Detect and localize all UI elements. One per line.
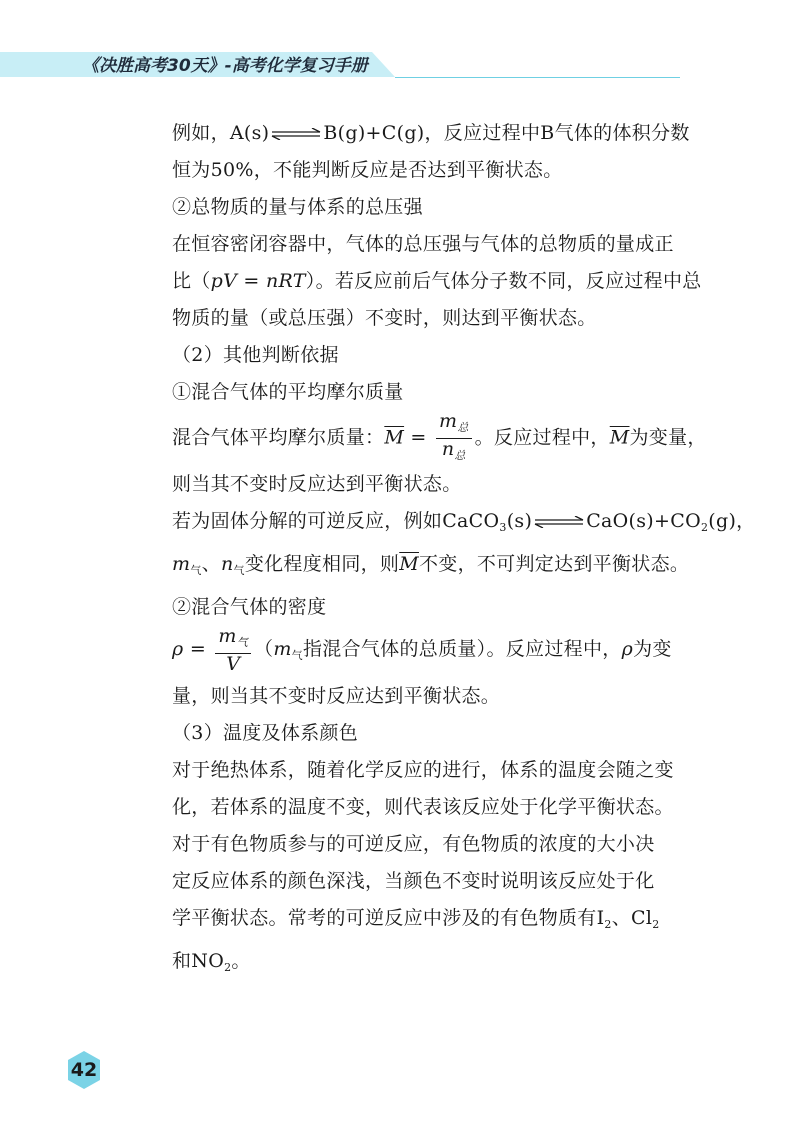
color-line-1: 对于有色物质参与的可逆反应，有色物质的浓度的大小决 [172, 833, 655, 855]
subscript: 3 [499, 521, 507, 534]
text-segment: 学平衡状态。常考的可逆反应中涉及的有色物质有I [172, 907, 605, 929]
ideal-gas-formula: pV = nRT [210, 270, 306, 292]
text-segment: 例如，A(s) [172, 122, 270, 144]
text-segment: 和NO [172, 950, 225, 972]
heading-density: ②混合气体的密度 [172, 596, 327, 618]
heading-other-criteria: （2）其他判断依据 [172, 344, 339, 366]
text-segment: 为变 [633, 638, 672, 660]
header-rule [395, 77, 680, 78]
density-line-2: 量，则当其不变时反应达到平衡状态。 [172, 685, 501, 707]
mole-symbol: n [220, 553, 234, 575]
equilibrium-arrow-icon [270, 128, 322, 140]
text-segment: 混合气体平均摩尔质量： [172, 426, 385, 449]
solid-decomposition-line-2 [172, 546, 692, 589]
density-symbol: ρ [172, 638, 184, 660]
text-segment: CaO(s)+CO [586, 510, 701, 532]
header-title: 《决胜高考30天》-高考化学复习手册 [82, 56, 368, 76]
molar-mass-line-1 [172, 410, 707, 466]
mass-symbol: m [273, 638, 292, 660]
subscript: 气 [233, 564, 245, 577]
density-fraction [215, 626, 251, 674]
density-line-1 [172, 626, 692, 678]
text-segment: 若为固体分解的可逆反应，例如CaCO [172, 510, 500, 532]
subscript: 总 [457, 421, 469, 434]
pressure-line-1: 在恒容密闭容器中，气体的总压强与气体的总物质的量成正 [172, 233, 674, 255]
equals-sign: = [183, 638, 213, 660]
solid-decomposition-line-1 [172, 503, 756, 546]
mass-symbol: m [172, 553, 191, 575]
mean-molar-mass-symbol: M [399, 553, 419, 575]
page-body [172, 115, 756, 986]
adiabatic-line-1: 对于绝热体系，随着化学反应的进行，体系的温度会随之变 [172, 759, 674, 781]
molar-mass-fraction [436, 411, 472, 466]
mean-molar-mass-symbol: M [384, 426, 405, 449]
text-segment: 比（ [172, 270, 211, 292]
fraction-denominator: n [441, 438, 455, 460]
equals-sign: = [404, 426, 433, 449]
subscript: 2 [224, 961, 232, 974]
separator: 、 [201, 553, 221, 575]
text-segment: B(g)+C(g)，反应过程中B气体的体积分数 [323, 122, 690, 144]
adiabatic-line-2: 化，若体系的温度不变，则代表该反应处于化学平衡状态。 [172, 796, 674, 818]
fraction-numerator: m [438, 410, 458, 432]
subscript: 2 [652, 918, 660, 931]
subscript: 2 [700, 521, 709, 534]
heading-molar-mass: ①混合气体的平均摩尔质量 [172, 381, 404, 403]
fraction-denominator: V [226, 653, 241, 675]
molar-mass-line-2: 则当其不变时反应达到平衡状态。 [172, 473, 462, 495]
page-number: 42 [70, 1059, 98, 1081]
subscript: 气 [291, 649, 303, 662]
pressure-line-3: 物质的量（或总压强）不变时，则达到平衡状态。 [172, 307, 597, 329]
equilibrium-arrow-icon [533, 516, 585, 528]
subscript: 气 [236, 636, 249, 649]
text-segment: （ [254, 638, 274, 660]
example-line-1 [172, 115, 692, 152]
density-symbol: ρ [621, 638, 634, 660]
heading-temperature-color: （3）温度及体系颜色 [172, 722, 359, 744]
fraction-numerator: m [218, 625, 237, 647]
subscript: 2 [604, 918, 612, 931]
text-segment: 变化程度相同，则 [244, 553, 400, 575]
text-segment: 。 [231, 950, 251, 972]
text-segment: (g)， [708, 510, 756, 532]
color-line-2: 定反应体系的颜色深浅，当颜色不变时说明该反应处于化 [172, 870, 655, 892]
pressure-line-2 [172, 263, 702, 300]
example-line-2: 恒为50%，不能判断反应是否达到平衡状态。 [172, 159, 563, 181]
text-segment: 为变量， [629, 426, 707, 449]
color-line-4 [172, 943, 692, 986]
subscript: 总 [454, 449, 466, 462]
text-segment: 不变，不可判定达到平衡状态。 [418, 553, 690, 575]
text-segment: ）。若反应前后气体分子数不同，反应过程中总 [305, 270, 702, 292]
mean-molar-mass-symbol: M [609, 426, 630, 449]
text-segment: 。反应过程中， [474, 426, 610, 449]
text-segment: 指混合气体的总质量）。反应过程中， [302, 638, 622, 660]
heading-total-pressure: ②总物质的量与体系的总压强 [172, 196, 423, 218]
color-line-3 [172, 900, 692, 943]
text-segment: 、Cl [611, 907, 653, 929]
text-segment: (s) [506, 510, 533, 532]
subscript: 气 [190, 564, 202, 577]
